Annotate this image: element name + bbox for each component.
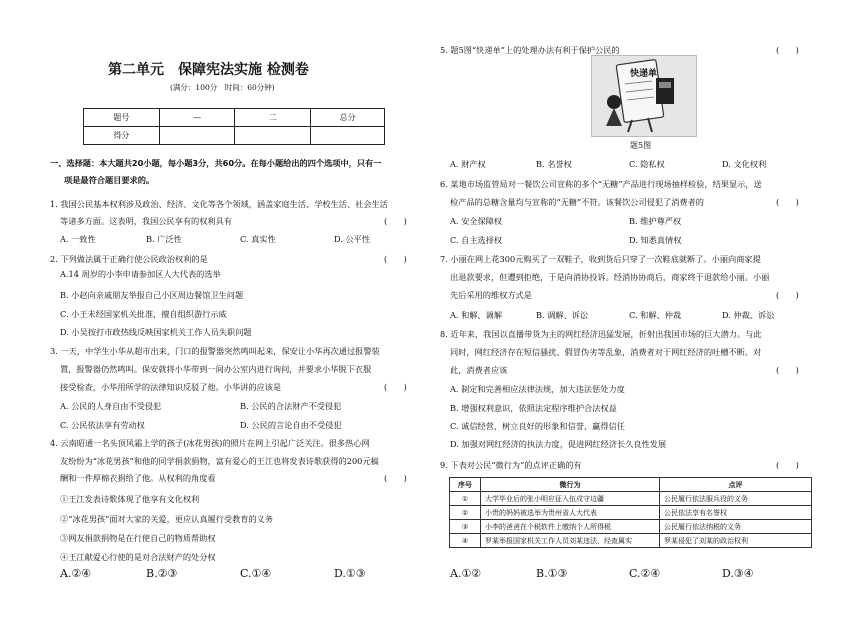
score-cell[interactable] xyxy=(159,127,235,145)
score-cell[interactable] xyxy=(311,127,385,145)
option[interactable]: B. 名誉权 xyxy=(536,159,572,169)
score-cell: — xyxy=(159,109,235,127)
option[interactable]: D. 加强对网红经济的执法力度，促进网红经济长久良性发展 xyxy=(450,439,667,449)
table-row xyxy=(450,534,812,548)
page-subtitle: (满分：100分 时间：60分钟) xyxy=(170,83,275,92)
option[interactable]: A. 财产权 xyxy=(450,159,486,169)
table-cell: 公民履行依法纳税的义务 xyxy=(660,520,812,534)
score-cell: 总分 xyxy=(311,109,385,127)
question-text: 同时，网红经济存在短信骚扰、假冒伪劣等乱象，消费者对于网红经济的吐槽不断。对 xyxy=(450,347,762,357)
statement-item: ②“冰花男孩”面对大家的关爱，更应认真履行受教育的义务 xyxy=(60,514,274,524)
option[interactable]: D. 知悉真情权 xyxy=(629,235,682,245)
question-text: 此，消费者应该 xyxy=(450,365,508,375)
option[interactable]: C. 小王未经国家机关批准，擅自组织游行示威 xyxy=(60,309,227,319)
option[interactable]: B. 公民的合法财产不受侵犯 xyxy=(240,401,342,411)
answer-blank[interactable]: ( ) xyxy=(776,290,799,300)
option[interactable]: D. 小吴按打市政热线反映国家机关工作人员失职问题 xyxy=(60,327,252,337)
table-cell: 公民履行依法服兵役的义务 xyxy=(660,492,812,506)
table-cell: 小李的爸爸在个税软件上缴纳个人所得税 xyxy=(481,520,660,534)
table-header: 微行为 xyxy=(481,478,660,492)
question-text: 友纷纷为“冰花男孩”和他的同学捐款捐物，富有爱心的王江也将发表诗歌获得的200元稿 xyxy=(60,456,379,466)
option[interactable]: D. 文化权利 xyxy=(722,159,767,169)
option[interactable]: A. 和解、调解 xyxy=(450,310,503,320)
option[interactable]: C. 和解、仲裁 xyxy=(629,310,682,320)
question-text: 出退款要求，但遭到拒绝，于是向消协投诉。经消协协商后，商家终于退款给小丽。小丽 xyxy=(450,272,770,282)
answer-blank[interactable]: ( ) xyxy=(776,197,799,207)
behavior-table xyxy=(449,477,812,548)
answer-blank[interactable]: ( ) xyxy=(384,382,407,392)
table-header: 点评 xyxy=(660,478,812,492)
option[interactable]: B. 广泛性 xyxy=(146,234,182,244)
question-text: 检产品的总糖含量均与宣称的“无糖”不符。该餐饮公司侵犯了消费者的 xyxy=(450,197,704,207)
table-cell: ① xyxy=(450,492,481,506)
option[interactable]: D. 公民的言论自由不受侵犯 xyxy=(240,420,342,430)
option[interactable]: C.①④ xyxy=(240,567,272,580)
question-text: 5. 题5图“快递单”上的处理办法有利于保护公民的 xyxy=(440,45,620,55)
option[interactable]: B.①③ xyxy=(536,567,568,580)
question-text: 2. 下列做法属于正确行使公民政治权利的是 xyxy=(50,254,208,264)
figure-label: 快递单 xyxy=(630,69,658,79)
option[interactable]: D.③④ xyxy=(722,567,754,580)
option[interactable]: A.②④ xyxy=(60,567,92,580)
option[interactable]: A.①② xyxy=(450,567,482,580)
question-text: 先后采用的维权方式是 xyxy=(450,290,532,300)
answer-blank[interactable]: ( ) xyxy=(384,216,407,226)
option[interactable]: A. 安全保障权 xyxy=(450,216,503,226)
answer-blank[interactable]: ( ) xyxy=(776,365,799,375)
table-header: 序号 xyxy=(450,478,481,492)
option[interactable]: B. 维护尊严权 xyxy=(629,216,682,226)
question-text: 酬和一件厚棉衣捐给了他。从权利的角度看 xyxy=(60,473,216,483)
option[interactable]: D.①③ xyxy=(334,567,366,580)
answer-blank[interactable]: ( ) xyxy=(776,460,799,470)
statement-item: ①王江发表诗歌体现了他享有文化权利 xyxy=(60,494,200,504)
table-cell: 小贵的妈妈被选举为贵州省人大代表 xyxy=(481,506,660,520)
section-heading: 项是最符合题目要求的。 xyxy=(64,175,155,185)
question-text: 1. 我国公民基本权利涉及政治、经济、文化等各个领域，涵盖家庭生活、学校生活、社会生活 xyxy=(50,199,388,209)
section-heading: 一、选择题：本大题共20小题，每小题3分，共60分。在每小题给出的四个选项中，只有一 xyxy=(50,158,382,168)
table-cell: 罗某举报国家机关工作人员刘某违法，经查属实 xyxy=(481,534,660,548)
question-text: 7. 小丽在网上花300元购买了一双鞋子，收到货后只穿了一次鞋底就断了。小丽向商家提 xyxy=(440,254,761,264)
option[interactable]: A.14 周岁的小李申请参加区人大代表的选举 xyxy=(60,269,221,279)
question-text: 9. 下表对公民“微行为”的点评正确的有 xyxy=(440,460,582,470)
statement-item: ④王江献爱心行使的是对合法财产的处分权 xyxy=(60,552,216,562)
table-cell: 罗某侵犯了刘某的政治权利 xyxy=(660,534,812,548)
option[interactable]: B. 增强权利意识，依照法定程序维护合法权益 xyxy=(450,403,617,413)
express-slip-illustration xyxy=(591,55,697,137)
option[interactable]: C. 诚信经营，树立良好的形象和信誉，赢得信任 xyxy=(450,421,625,431)
option[interactable]: C. 公民依法享有劳动权 xyxy=(60,420,145,430)
table-row xyxy=(450,492,812,506)
option[interactable]: D. 仲裁、诉讼 xyxy=(722,310,775,320)
table-cell: ③ xyxy=(450,520,481,534)
table-row xyxy=(450,520,812,534)
question-text: 3. 一天，中学生小华从超市出来，门口的报警器突然鸣叫起来，保安让小华再次通过报警装 xyxy=(50,346,380,356)
score-cell: 得分 xyxy=(84,127,160,145)
score-cell: 题号 xyxy=(84,109,160,127)
option[interactable]: C.②④ xyxy=(629,567,661,580)
table-cell: ④ xyxy=(450,534,481,548)
table-cell: ② xyxy=(450,506,481,520)
option[interactable]: C. 隐私权 xyxy=(629,159,665,169)
option[interactable]: D. 公平性 xyxy=(334,234,371,244)
table-cell: 公民依法享有名誉权 xyxy=(660,506,812,520)
answer-blank[interactable]: ( ) xyxy=(776,45,799,55)
question-text: 8. 近年来，我国以直播带货为主的网红经济迅猛发展，折射出我国市场的巨大潜力。与此 xyxy=(440,329,762,339)
question-text: 4. 云南昭通一名头顶风霜上学的孩子(冰花男孩)的照片在网上引起广泛关注。很多热心网 xyxy=(50,438,370,448)
option[interactable]: A. 一致性 xyxy=(60,234,96,244)
option[interactable]: C. 真实性 xyxy=(240,234,276,244)
question-text: 6. 某地市场监管局对一餐饮公司宣称的多个“无糖”产品进行现场抽样检验，结果显示，送 xyxy=(440,179,762,189)
question-text: 置，报警器仍然鸣叫。保安就将小华带到一间办公室内进行询问，并要求小华脱下衣服 xyxy=(60,364,372,374)
score-cell: 二 xyxy=(235,109,311,127)
option[interactable]: C. 自主选择权 xyxy=(450,235,503,245)
question-text: 接受检查，小华用所学的法律知识反驳了他。小华讲的应该是 xyxy=(60,382,282,392)
page-title: 第二单元 保障宪法实施 检测卷 xyxy=(108,62,309,78)
option[interactable]: B.②③ xyxy=(146,567,178,580)
figure-caption: 题5图 xyxy=(630,141,652,150)
score-table xyxy=(83,108,385,145)
option[interactable]: B. 小赵向亲戚朋友举报自己小区周边餐馆卫生问题 xyxy=(60,290,244,300)
score-cell[interactable] xyxy=(235,127,311,145)
option[interactable]: B. 调解、诉讼 xyxy=(536,310,589,320)
answer-blank[interactable]: ( ) xyxy=(384,254,407,264)
answer-blank[interactable]: ( ) xyxy=(384,473,407,483)
option[interactable]: A. 制定和完善相应法律法规，加大违法惩处力度 xyxy=(450,384,625,394)
table-cell: 大学毕业后的张小明应征入伍戍守边疆 xyxy=(481,492,660,506)
statement-item: ③网友捐款捐物是在行使自己的物质帮助权 xyxy=(60,533,216,543)
table-row xyxy=(450,506,812,520)
option[interactable]: A. 公民的人身自由不受侵犯 xyxy=(60,401,162,411)
question-text: 等诸多方面。这表明，我国公民享有的权利具有 xyxy=(60,216,232,226)
